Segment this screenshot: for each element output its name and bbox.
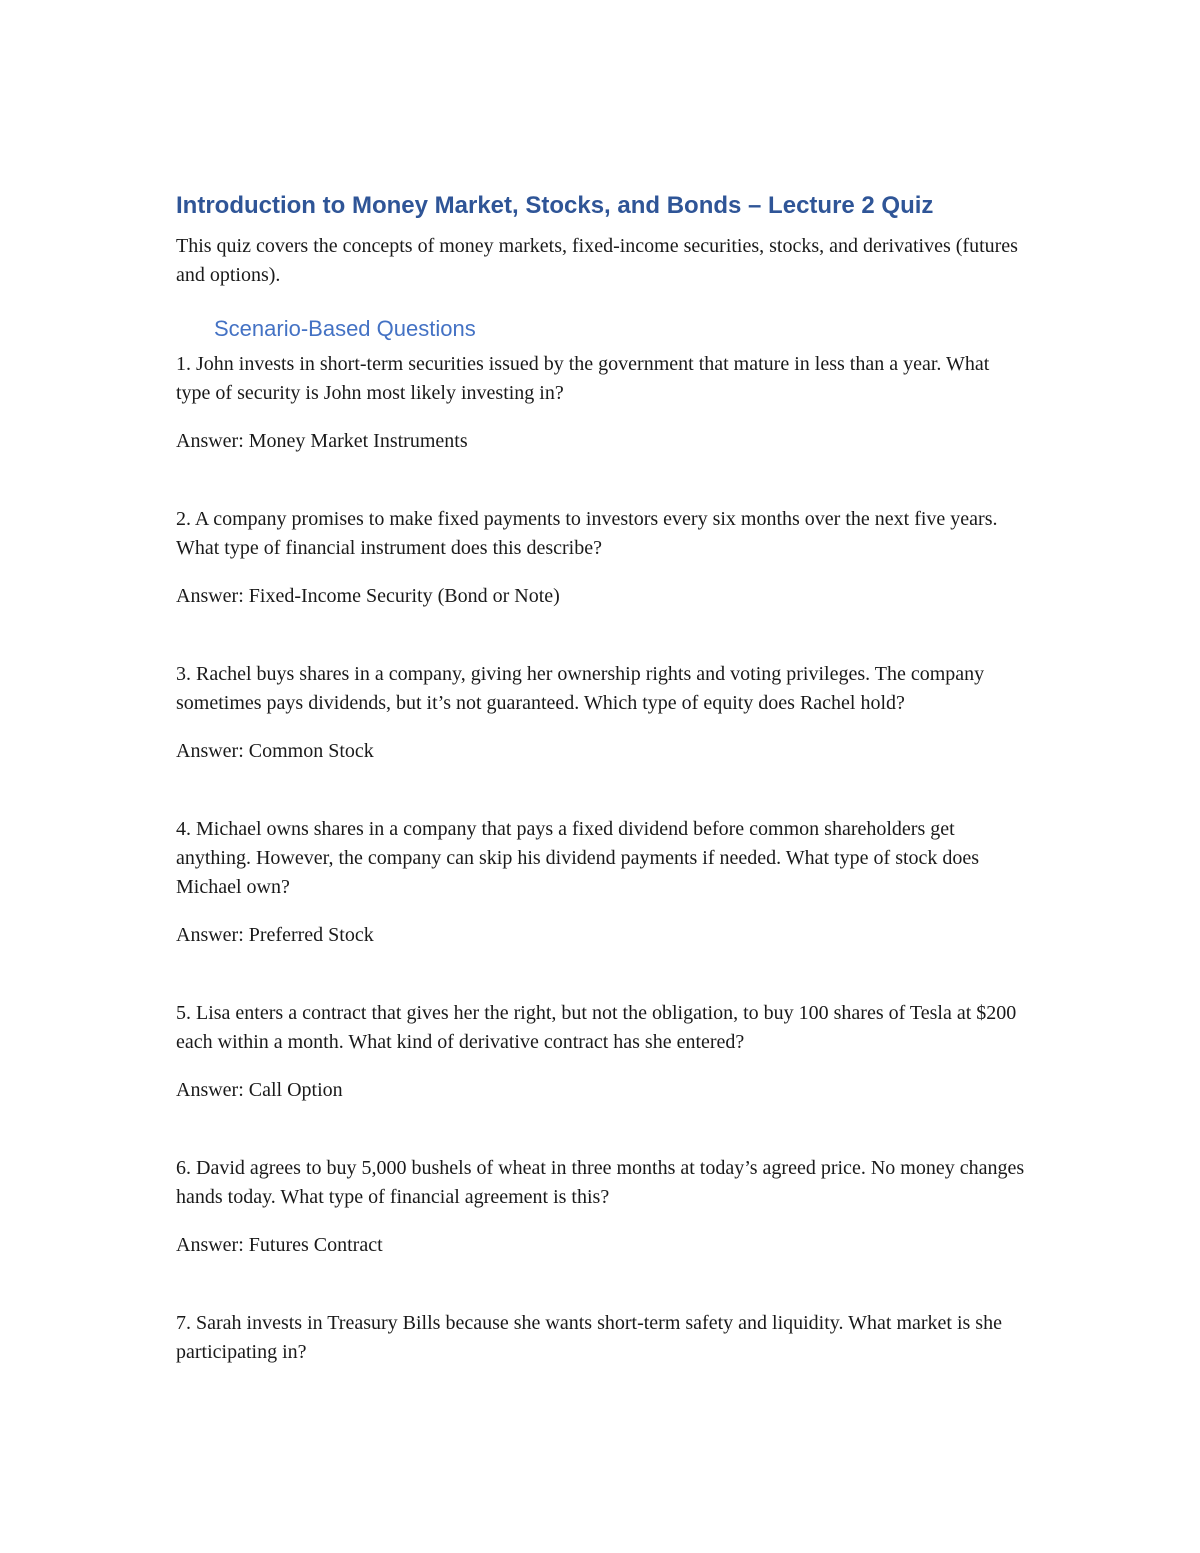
question-item-2 [176,505,1026,611]
section-heading: Scenario-Based Questions [214,316,476,341]
question-item-3 [176,660,1026,766]
question-text: 3. Rachel buys shares in a company, giving her ownership rights and voting privileges. The company sometimes pays dividends, but it’s not guaranteed. Which type of equity does Rachel hold? [176,663,985,714]
document-title: Introduction to Money Market, Stocks, and Bonds – Lecture 2 Quiz [176,192,934,219]
question-text: 4. Michael owns shares in a company that pays a fixed dividend before common shareholders get anything. However, the company can skip his dividend payments if needed. What type of stock does Michael own? [176,818,980,898]
document-body [176,190,1026,1386]
question-text: 1. John invests in short-term securities issued by the government that mature in less than a year. What type of security is John most likely investing in? [176,353,990,404]
question-text: 2. A company promises to make fixed payments to investors every six months over the next five years. What type of financial instrument does this describe? [176,508,998,559]
answer-text: Answer: Futures Contract [176,1234,383,1256]
question-text: 5. Lisa enters a contract that gives her the right, but not the obligation, to buy 100 shares of Tesla at $200 each within a month. What kind of derivative contract has she entered? [176,1002,1017,1053]
answer-text: Answer: Preferred Stock [176,924,374,946]
intro-paragraph: This quiz covers the concepts of money markets, fixed-income securities, stocks, and derivatives (futures and options). [176,235,1018,286]
question-item-4 [176,815,1026,950]
question-text: 7. Sarah invests in Treasury Bills because she wants short-term safety and liquidity. What market is she participating in? [176,1312,1002,1363]
question-item-1 [176,350,1026,456]
question-item-7 [176,1309,1026,1367]
question-item-5 [176,999,1026,1105]
answer-text: Answer: Fixed-Income Security (Bond or Note) [176,585,560,607]
question-item-6 [176,1154,1026,1260]
question-text: 6. David agrees to buy 5,000 bushels of wheat in three months at today’s agreed price. No money changes hands today. What type of financial agreement is this? [176,1157,1025,1208]
answer-text: Answer: Call Option [176,1079,343,1101]
answer-text: Answer: Common Stock [176,740,374,762]
answer-text: Answer: Money Market Instruments [176,430,468,452]
